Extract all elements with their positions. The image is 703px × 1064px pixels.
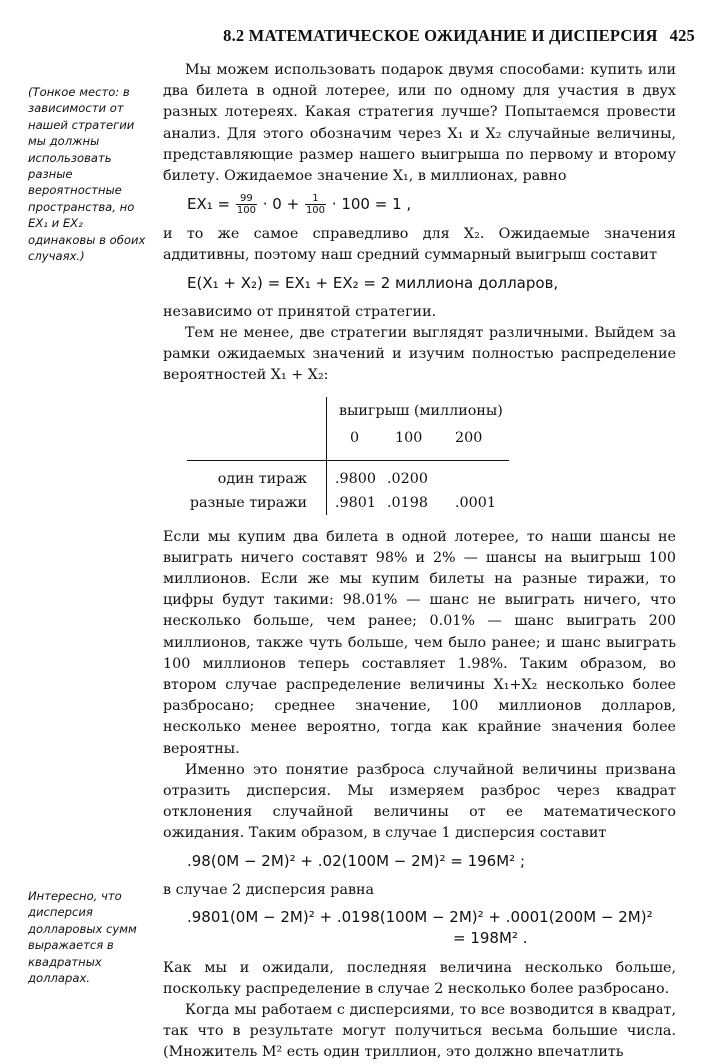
section-title: 8.2 МАТЕМАТИЧЕСКОЕ ОЖИДАНИЕ И ДИСПЕРСИЯ: [223, 26, 658, 45]
table-cell: .0200: [387, 470, 428, 487]
margin-note-square-dollars: Интересно, что дисперсия долларовых сумм выражается в квадратных долларах.: [28, 889, 137, 986]
table-horizontal-rule: [187, 460, 509, 461]
table-cell: .0001: [455, 494, 496, 511]
table-cell: .9800: [335, 470, 376, 487]
fraction-numerator: 1: [305, 193, 326, 205]
fraction-99-100: [236, 193, 257, 216]
formula-ex1-lhs: EX₁ =: [187, 195, 235, 214]
formula-sum-expectation: E(X₁ + X₂) = EX₁ + EX₂ = 2 миллиона долларов,: [187, 273, 559, 292]
paragraph-9: Когда мы работаем с дисперсиями, то все возводится в квадрат, так что в результате могут получиться весьма большие числа. (Множитель M² есть один триллион, это должно впечатлить: [163, 1001, 676, 1061]
formula-ex1: [187, 193, 676, 216]
paragraph-3: независимо от принятой стратегии.: [163, 303, 437, 320]
table-cell: .9801: [335, 494, 376, 511]
formula-variance-case2-line1: .9801(0M − 2M)² + .0198(100M − 2M)² + .0001(200M − 2M)²: [187, 908, 653, 927]
running-header: [160, 26, 695, 46]
paragraph-5: Если мы купим два билета в одной лотерее, то наши шансы не выиграть ничего составят 98% и 2% — шансы на выигрыш 100 миллионов. Если же мы купим билеты на разные тиражи, то цифры будут такими: 98.01% — шанс не выиграть ничего, что несколько больше, чем ранее; 0.01% — шанс выиграть 200 миллионов, также чуть больше, чем было ранее; и шанс выиграть 100 миллионов теперь составляет 1.98%. Таким образом, во втором случае распределение величины X₁+X₂ несколько более разбросано; среднее значение, 100 миллионов долларов, несколько менее вероятно, тогда как крайние значения более вероятны.: [163, 528, 676, 757]
table-column-header: 200: [455, 429, 483, 446]
table-row-label: один тираж: [217, 470, 307, 487]
table-vertical-rule: [326, 397, 327, 515]
formula-variance-case1: .98(0M − 2M)² + .02(100M − 2M)² = 196M² ;: [187, 851, 525, 870]
table-row-label: разные тиражи: [189, 494, 307, 511]
main-text: [163, 60, 676, 1064]
fraction-denominator: 100: [305, 205, 326, 217]
table-column-header: 100: [395, 429, 423, 446]
fraction-1-100: [305, 193, 326, 216]
page-number: 425: [669, 26, 695, 45]
paragraph-7: в случае 2 дисперсия равна: [163, 881, 375, 898]
formula-ex1-mid: · 0 +: [262, 195, 304, 214]
paragraph-8: Как мы и ожидали, последняя величина несколько больше, поскольку распределение в случае 2 несколько более разбросано.: [163, 959, 676, 997]
table-column-group-header: выигрыш (миллионы): [339, 402, 503, 419]
distribution-table: [187, 397, 676, 515]
paragraph-1: Мы можем использовать подарок двумя способами: купить или два билета в одной лотерее, или по одному для участия в двух разных лотереях. Какая стратегия лучше? Попытаемся провести анализ. Для этого обозначим через X₁ и X₂ случайные величины, представляющие размер нашего выигрыша по первому и второму билету. Ожидаемое значение X₁, в миллионах, равно: [163, 62, 676, 185]
formula-variance-case2-line2: = 198M² .: [453, 929, 528, 948]
paragraph-2: и то же самое справедливо для X₂. Ожидаемые значения аддитивны, поэтому наш средний суммарный выигрыш составит: [163, 226, 676, 264]
table-cell: .0198: [387, 494, 428, 511]
paragraph-4: Тем не менее, две стратегии выглядят различными. Выйдем за рамки ожидаемых значений и изучим полностью распределение вероятностей X₁ + X₂:: [163, 325, 676, 384]
fraction-denominator: 100: [236, 205, 256, 217]
margin-note-subtle-point: (Тонкое место: в зависимости от нашей стратегии мы должны использовать разные вероятностные пространства, но EX₁ и EX₂ одинаковы в обоих случаях.): [28, 85, 146, 264]
table-column-header: 0: [350, 429, 360, 446]
formula-ex1-rhs: · 100 = 1 ,: [331, 195, 412, 214]
paragraph-6: Именно это понятие разброса случайной величины призвана отразить дисперсия. Мы измеряем разброс через квадрат отклонения случайной величины от ее математического ожидания. Таким образом, в случае 1 дисперсия составит: [163, 761, 676, 842]
fraction-numerator: 99: [236, 193, 257, 205]
